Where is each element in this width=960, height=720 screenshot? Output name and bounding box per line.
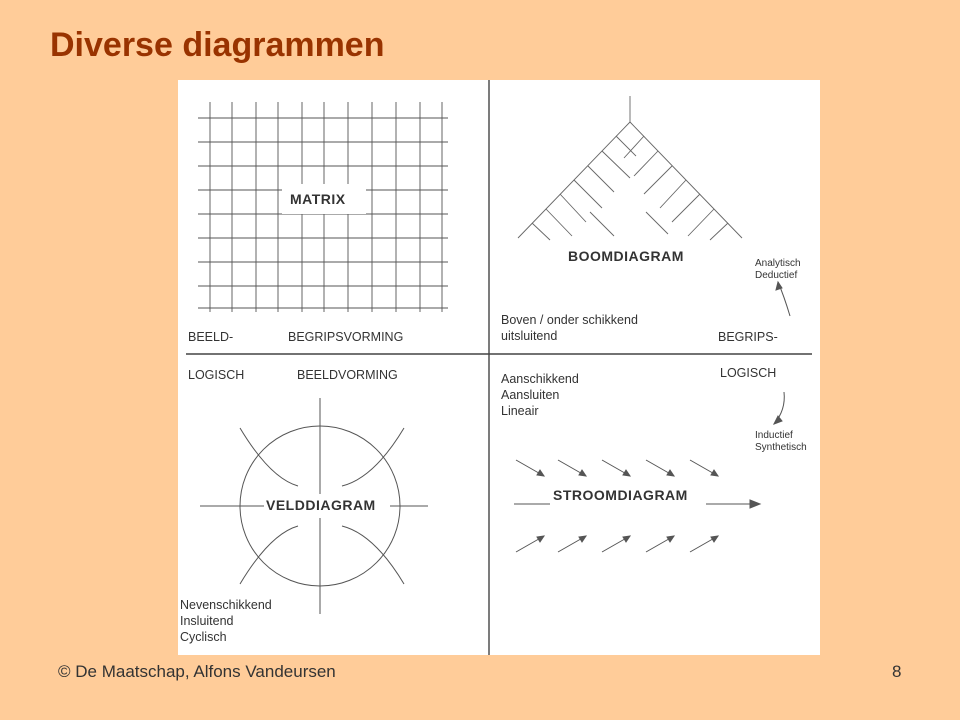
bottom-direction-line: Synthetisch — [755, 442, 807, 453]
axis-label-beeld: BEELD- — [188, 330, 234, 344]
flow-property: Lineair — [501, 404, 539, 418]
axis-label-begrips: BEGRIPS- — [718, 330, 778, 344]
tree-graphic — [518, 96, 742, 240]
axis-label-begripsvorming: BEGRIPSVORMING — [288, 330, 404, 344]
axis-label-beeldvorming: BEELDVORMING — [297, 368, 398, 382]
bottom-direction — [755, 430, 807, 454]
bottom-direction-line: Inductief — [755, 430, 793, 441]
tree-properties — [501, 312, 638, 344]
diagram-panel — [178, 80, 820, 655]
field-property: Nevenschikkend — [180, 598, 272, 612]
page-title: Diverse diagrammen — [50, 26, 385, 64]
field-label: VELDDIAGRAM — [266, 497, 376, 513]
top-direction — [755, 258, 801, 282]
tree-property: Boven / onder schikkend — [501, 313, 638, 327]
top-direction-line: Analytisch — [755, 258, 801, 269]
flow-properties — [501, 371, 579, 419]
axis-label-logisch-right: LOGISCH — [720, 366, 777, 380]
footer-page-number: 8 — [892, 662, 902, 681]
tree-property: uitsluitend — [501, 329, 558, 343]
direction-arrows — [774, 282, 790, 424]
top-direction-line: Deductief — [755, 270, 798, 281]
flow-property: Aansluiten — [501, 388, 560, 402]
field-property: Cyclisch — [180, 630, 227, 644]
flow-property: Aanschikkend — [501, 372, 579, 386]
axis-label-logisch-left: LOGISCH — [188, 368, 245, 382]
matrix-label: MATRIX — [290, 191, 346, 207]
footer-copyright: © De Maatschap, Alfons Vandeursen — [58, 662, 336, 681]
tree-label: BOOMDIAGRAM — [568, 248, 684, 264]
field-properties — [180, 597, 272, 645]
flow-label: STROOMDIAGRAM — [553, 487, 688, 503]
field-property: Insluitend — [180, 614, 234, 628]
